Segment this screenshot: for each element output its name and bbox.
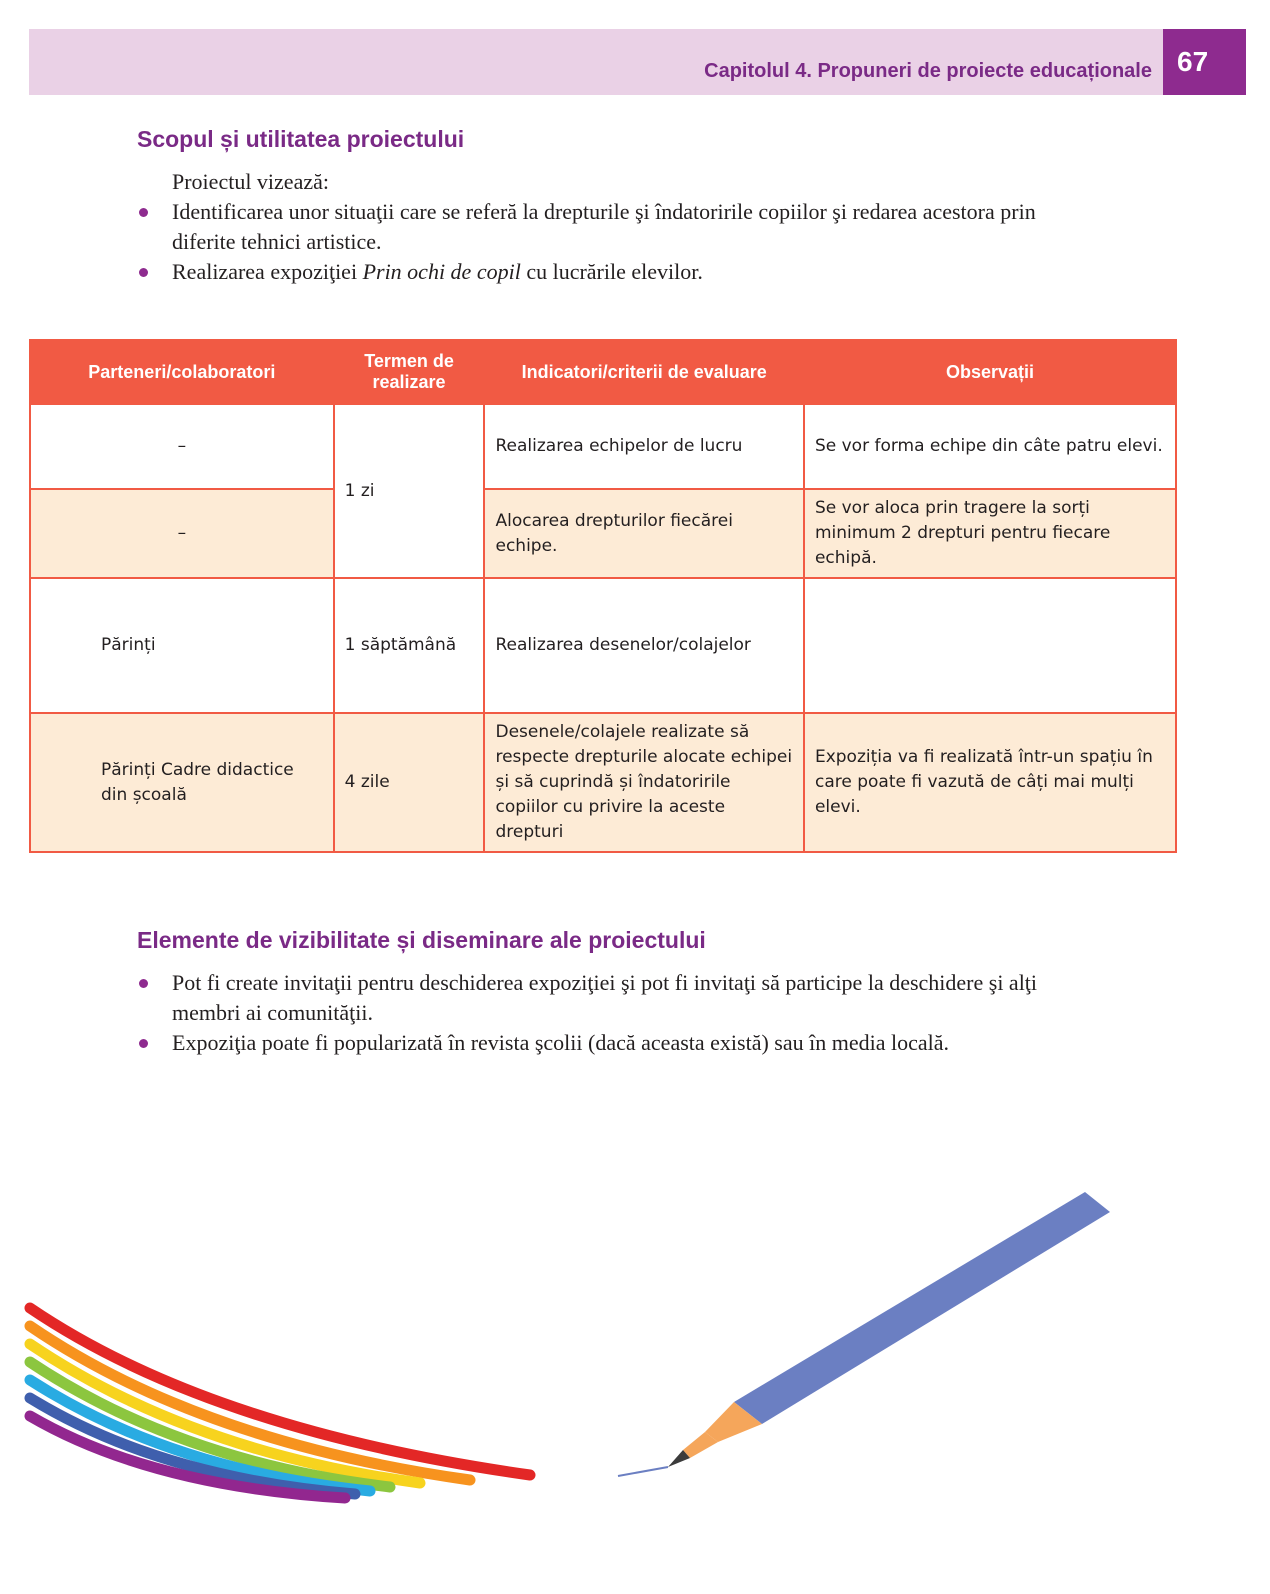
cell-partners: Părinți bbox=[30, 578, 334, 713]
cell-partners: Părinți Cadre didactice din școală bbox=[30, 713, 334, 852]
pencil-icon bbox=[618, 1192, 1110, 1476]
table-header-row bbox=[30, 340, 1176, 404]
list-item bbox=[137, 257, 1097, 287]
cell-indicator: Realizarea echipelor de lucru bbox=[484, 404, 803, 489]
page-number: 67 bbox=[1163, 29, 1246, 95]
cell-observation: Se vor aloca prin tragere la sorți minimum 2 drepturi pentru fiecare echipă. bbox=[804, 489, 1176, 578]
list-item: Identificarea unor situaţii care se referă la drepturile şi îndatoririle copiilor şi redarea acestora prin diferite tehnici artistice. bbox=[137, 197, 1097, 257]
cell-term: 1 săptămână bbox=[334, 578, 485, 713]
cell-term: 4 zile bbox=[334, 713, 485, 852]
table-row bbox=[30, 713, 1176, 852]
column-header: Observații bbox=[804, 340, 1176, 404]
cell-indicator: Realizarea desenelor/colajelor bbox=[484, 578, 803, 713]
cell-indicator: Alocarea drepturilor fiecărei echipe. bbox=[484, 489, 803, 578]
column-header: Parteneri/colaboratori bbox=[30, 340, 334, 404]
cell-partners: – bbox=[30, 489, 334, 578]
visibility-text bbox=[137, 968, 1057, 1058]
column-header: Indicatori/criterii de evaluare bbox=[484, 340, 803, 404]
section-title-visibility: Elemente de vizibilitate și diseminare ale proiectului bbox=[137, 927, 706, 953]
table-row bbox=[30, 578, 1176, 713]
exhibition-name: Prin ochi de copil bbox=[362, 259, 521, 284]
purpose-intro: Proiectul vizează: bbox=[172, 169, 329, 194]
cell-observation: Se vor forma echipe din câte patru elevi. bbox=[804, 404, 1176, 489]
cell-observation bbox=[804, 578, 1176, 713]
purpose-text bbox=[137, 167, 1097, 287]
evaluation-table bbox=[29, 339, 1177, 853]
column-header: Termen de realizare bbox=[334, 340, 485, 404]
purpose-list bbox=[137, 197, 1097, 287]
list-item: Expoziţia poate fi popularizată în revista şcolii (dacă aceasta există) sau în media locală. bbox=[137, 1028, 1057, 1058]
section-title-purpose: Scopul și utilitatea proiectului bbox=[137, 126, 465, 152]
cell-term: 1 zi bbox=[334, 404, 485, 578]
table-row bbox=[30, 404, 1176, 489]
list-item: Pot fi create invitaţii pentru deschiderea expoziţiei şi pot fi invitaţi să participe la deschidere şi alţi membri ai comunităţii. bbox=[137, 968, 1057, 1028]
chapter-title: Capitolul 4. Propuneri de proiecte educaționale bbox=[704, 60, 1152, 82]
rainbow-stroke-icon bbox=[30, 1308, 530, 1498]
text-run: Realizarea expoziţiei bbox=[172, 259, 363, 284]
text-run: cu lucrările elevilor. bbox=[520, 259, 703, 284]
decorative-illustration bbox=[0, 1180, 1270, 1520]
cell-partners: – bbox=[30, 404, 334, 489]
table-row bbox=[30, 489, 1176, 578]
cell-indicator: Desenele/colajele realizate să respecte drepturile alocate echipei și să cuprindă și îndatoririle copiilor cu privire la aceste drepturi bbox=[484, 713, 803, 852]
cell-observation: Expoziția va fi realizată într-un spațiu în care poate fi vazută de câți mai mulți elevi. bbox=[804, 713, 1176, 852]
visibility-list bbox=[137, 968, 1057, 1058]
